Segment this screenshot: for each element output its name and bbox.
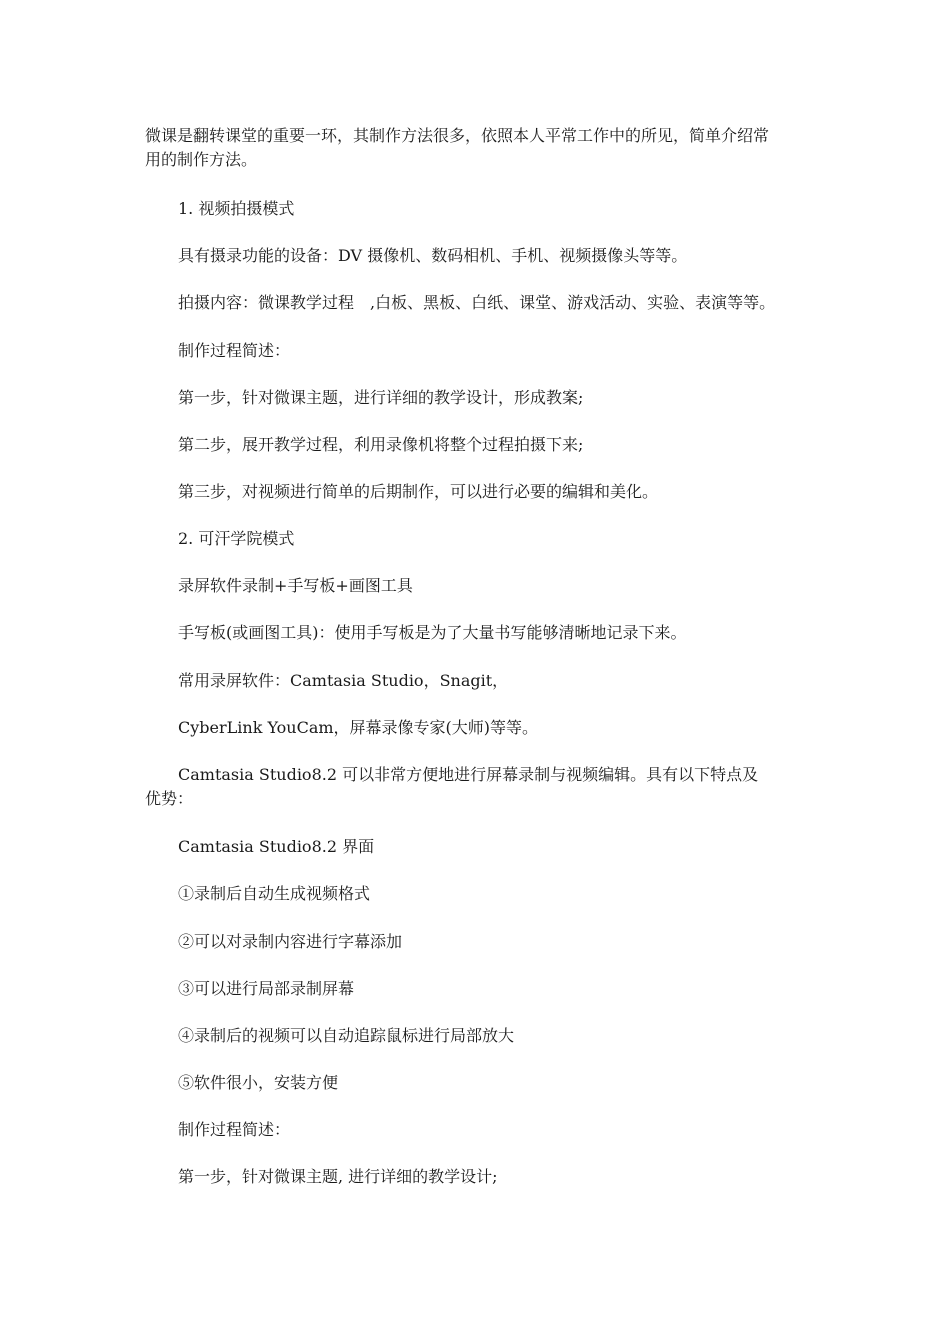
text-line-content: 拍摄内容：微课教学过程 ,白板、黑板、白纸、课堂、游戏活动、实验、表演等等。 <box>178 293 776 312</box>
section-heading-video-shooting: 1. 视频拍摄模式 <box>178 199 295 218</box>
feature-item-2: ②可以对录制内容进行字幕添加 <box>178 932 403 951</box>
feature-item-5: ⑤软件很小，安装方便 <box>178 1073 339 1092</box>
text-line-interface: Camtasia Studio8.2 界面 <box>178 837 375 856</box>
text-line-process-title-2: 制作过程简述： <box>178 1120 291 1139</box>
text-line-tablet: 手写板(或画图工具)：使用手写板是为了大量书写能够清晰地记录下来。 <box>178 623 687 642</box>
text-line-devices: 具有摄录功能的设备：DV 摄像机、数码相机、手机、视频摄像头等等。 <box>178 246 688 265</box>
text-line-step-3: 第三步，对视频进行简单的后期制作，可以进行必要的编辑和美化。 <box>178 482 659 501</box>
feature-item-3: ③可以进行局部录制屏幕 <box>178 979 355 998</box>
intro-paragraph: 微课是翻转课堂的重要一环，其制作方法很多，依照本人平常工作中的所见，简单介绍常用的制作方法。 <box>145 126 770 169</box>
text-line-step-2: 第二步，展开教学过程，利用录像机将整个过程拍摄下来; <box>178 435 584 454</box>
text-line-process-title: 制作过程简述： <box>178 341 291 360</box>
text-line-tools: 录屏软件录制+手写板+画图工具 <box>178 576 413 595</box>
text-line-step-1b: 第一步，针对微课主题, 进行详细的教学设计; <box>178 1167 498 1186</box>
text-line-step-1: 第一步，针对微课主题，进行详细的教学设计，形成教案; <box>178 388 584 407</box>
text-line-software-cont: CyberLink YouCam，屏幕录像专家(大师)等等。 <box>178 718 539 737</box>
camtasia-paragraph: Camtasia Studio8.2 可以非常方便地进行屏幕录制与视频编辑。具有以下特点及优势： <box>145 765 759 808</box>
feature-item-1: ①录制后自动生成视频格式 <box>178 884 371 903</box>
feature-item-4: ④录制后的视频可以自动追踪鼠标进行局部放大 <box>178 1026 515 1045</box>
text-line-software: 常用录屏软件：Camtasia Studio，Snagit， <box>178 671 509 690</box>
section-heading-khan-academy: 2. 可汗学院模式 <box>178 529 295 548</box>
